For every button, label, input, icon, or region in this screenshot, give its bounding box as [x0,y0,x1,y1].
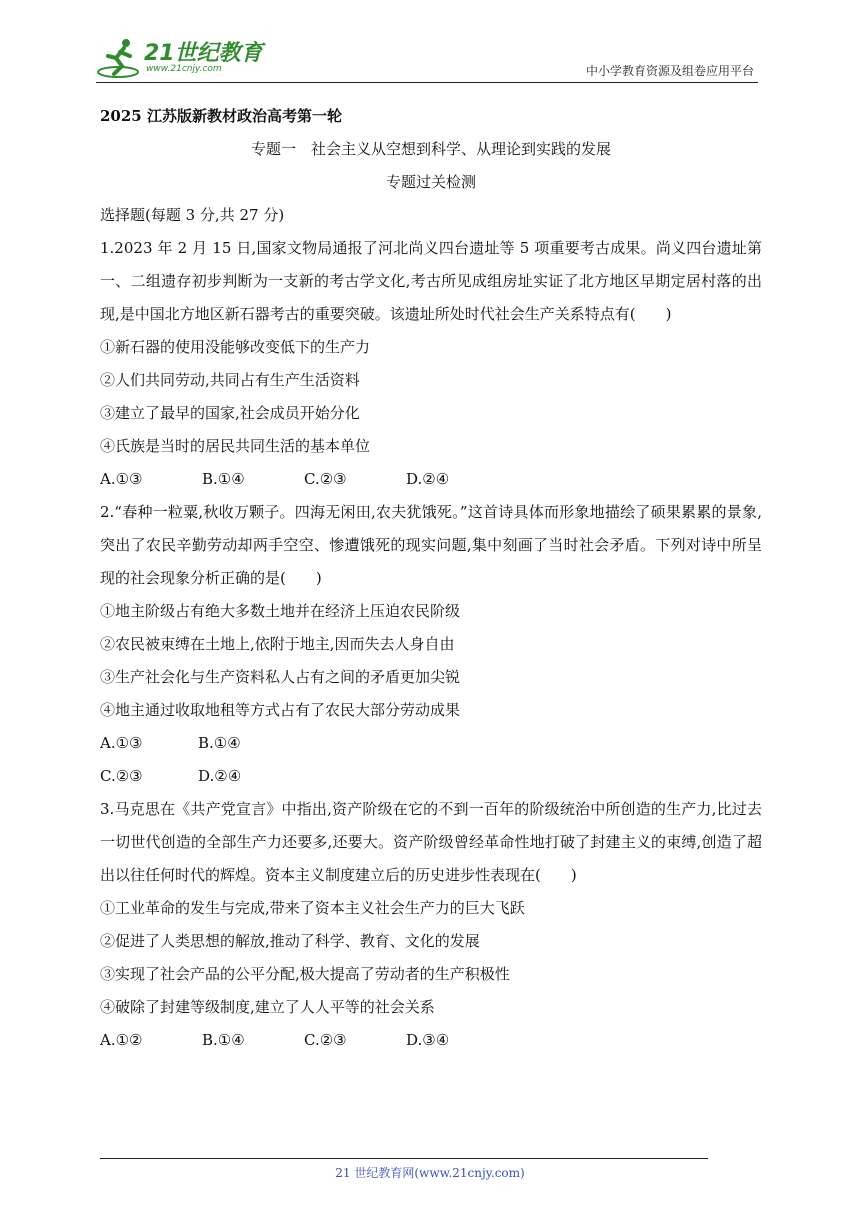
question-1-item: ①新石器的使用没能够改变低下的生产力 [100,338,371,356]
question-2-item: ④地主通过收取地租等方式占有了农民大部分劳动成果 [100,701,461,719]
option-b: B.①④ [198,734,241,752]
question-2-item: ①地主阶级占有绝大多数土地并在经济上压迫农民阶级 [100,602,461,620]
option-b: B.①④ [202,470,245,488]
question-3-item: ④破除了封建等级制度,建立了人人平等的社会关系 [100,998,435,1016]
option-c: C.②③ [304,1031,347,1049]
site-logo [96,34,266,80]
option-c: C.②③ [304,470,347,488]
option-a: A.①③ [100,734,143,752]
option-a: A.①② [100,1031,143,1049]
question-3-item: ③实现了社会产品的公平分配,极大提高了劳动者的生产积极性 [100,965,510,983]
footer-divider [100,1158,708,1159]
option-d: D.②④ [198,767,242,785]
question-2-options-row-1 [100,727,762,760]
option-c: C.②③ [100,767,143,785]
question-3-stem: 3.马克思在《共产党宣言》中指出,资产阶级在它的不到一百年的阶级统治中所创造的生产力,比过去一切世代创造的全部生产力还要多,还要大。资产阶级曾经革命性地打破了封建主义的束缚,创造了超出以往任何时代的辉煌。资本主义制度建立后的历史进步性表现在( ) [100,800,762,884]
doc-series: 2025 江苏版新教材政治高考第一轮 [100,107,342,125]
doc-subtitle: 专题过关检测 [385,173,476,191]
page-header [96,34,758,83]
logo-url: www.21cnjy.com [146,64,222,74]
question-1-options [100,463,762,496]
platform-name: 中小学教育资源及组卷应用平台 [585,64,754,78]
option-d: D.②④ [406,470,450,488]
question-3-item: ①工业革命的发生与完成,带来了资本主义社会生产力的巨大飞跃 [100,899,525,917]
document-body [100,100,762,1057]
option-a: A.①③ [100,470,143,488]
question-2-item: ③生产社会化与生产资料私人占有之间的矛盾更加尖锐 [100,668,461,686]
question-1-item: ④氏族是当时的居民共同生活的基本单位 [100,437,371,455]
question-3-item: ②促进了人类思想的解放,推动了科学、教育、文化的发展 [100,932,480,950]
section-heading: 选择题(每题 3 分,共 27 分) [100,206,285,224]
question-2-item: ②农民被束缚在土地上,依附于地主,因而失去人身自由 [100,635,455,653]
doc-title: 专题一 社会主义从空想到科学、从理论到实践的发展 [250,140,611,158]
logo-text: 21世纪教育 [144,41,263,66]
question-1-item: ②人们共同劳动,共同占有生产生活资料 [100,371,360,389]
option-b: B.①④ [202,1031,245,1049]
question-3-options [100,1024,762,1057]
page-footer[interactable]: 21 世纪教育网(www.21cnjy.com) [335,1166,525,1180]
question-2-stem: 2.“春种一粒粟,秋收万颗子。四海无闲田,农夫犹饿死。”这首诗具体而形象地描绘了硕果累累的景象,突出了农民辛勤劳动却两手空空、惨遭饿死的现实问题,集中刻画了当时社会矛盾。下列对诗中所呈现的社会现象分析正确的是( ) [100,503,762,587]
option-d: D.③④ [406,1031,450,1049]
question-1-stem: 1.2023 年 2 月 15 日,国家文物局通报了河北尚义四台遗址等 5 项重要考古成果。尚义四台遗址第一、二组遗存初步判断为一支新的考古学文化,考古所见成组房址实证了北方地区早期定居村落的出现,是中国北方地区新石器考古的重要突破。该遗址所处时代社会生产关系特点有( ) [100,239,762,323]
runner-icon [96,36,146,80]
question-1-item: ③建立了最早的国家,社会成员开始分化 [100,404,360,422]
question-2-options-row-2 [100,760,762,793]
